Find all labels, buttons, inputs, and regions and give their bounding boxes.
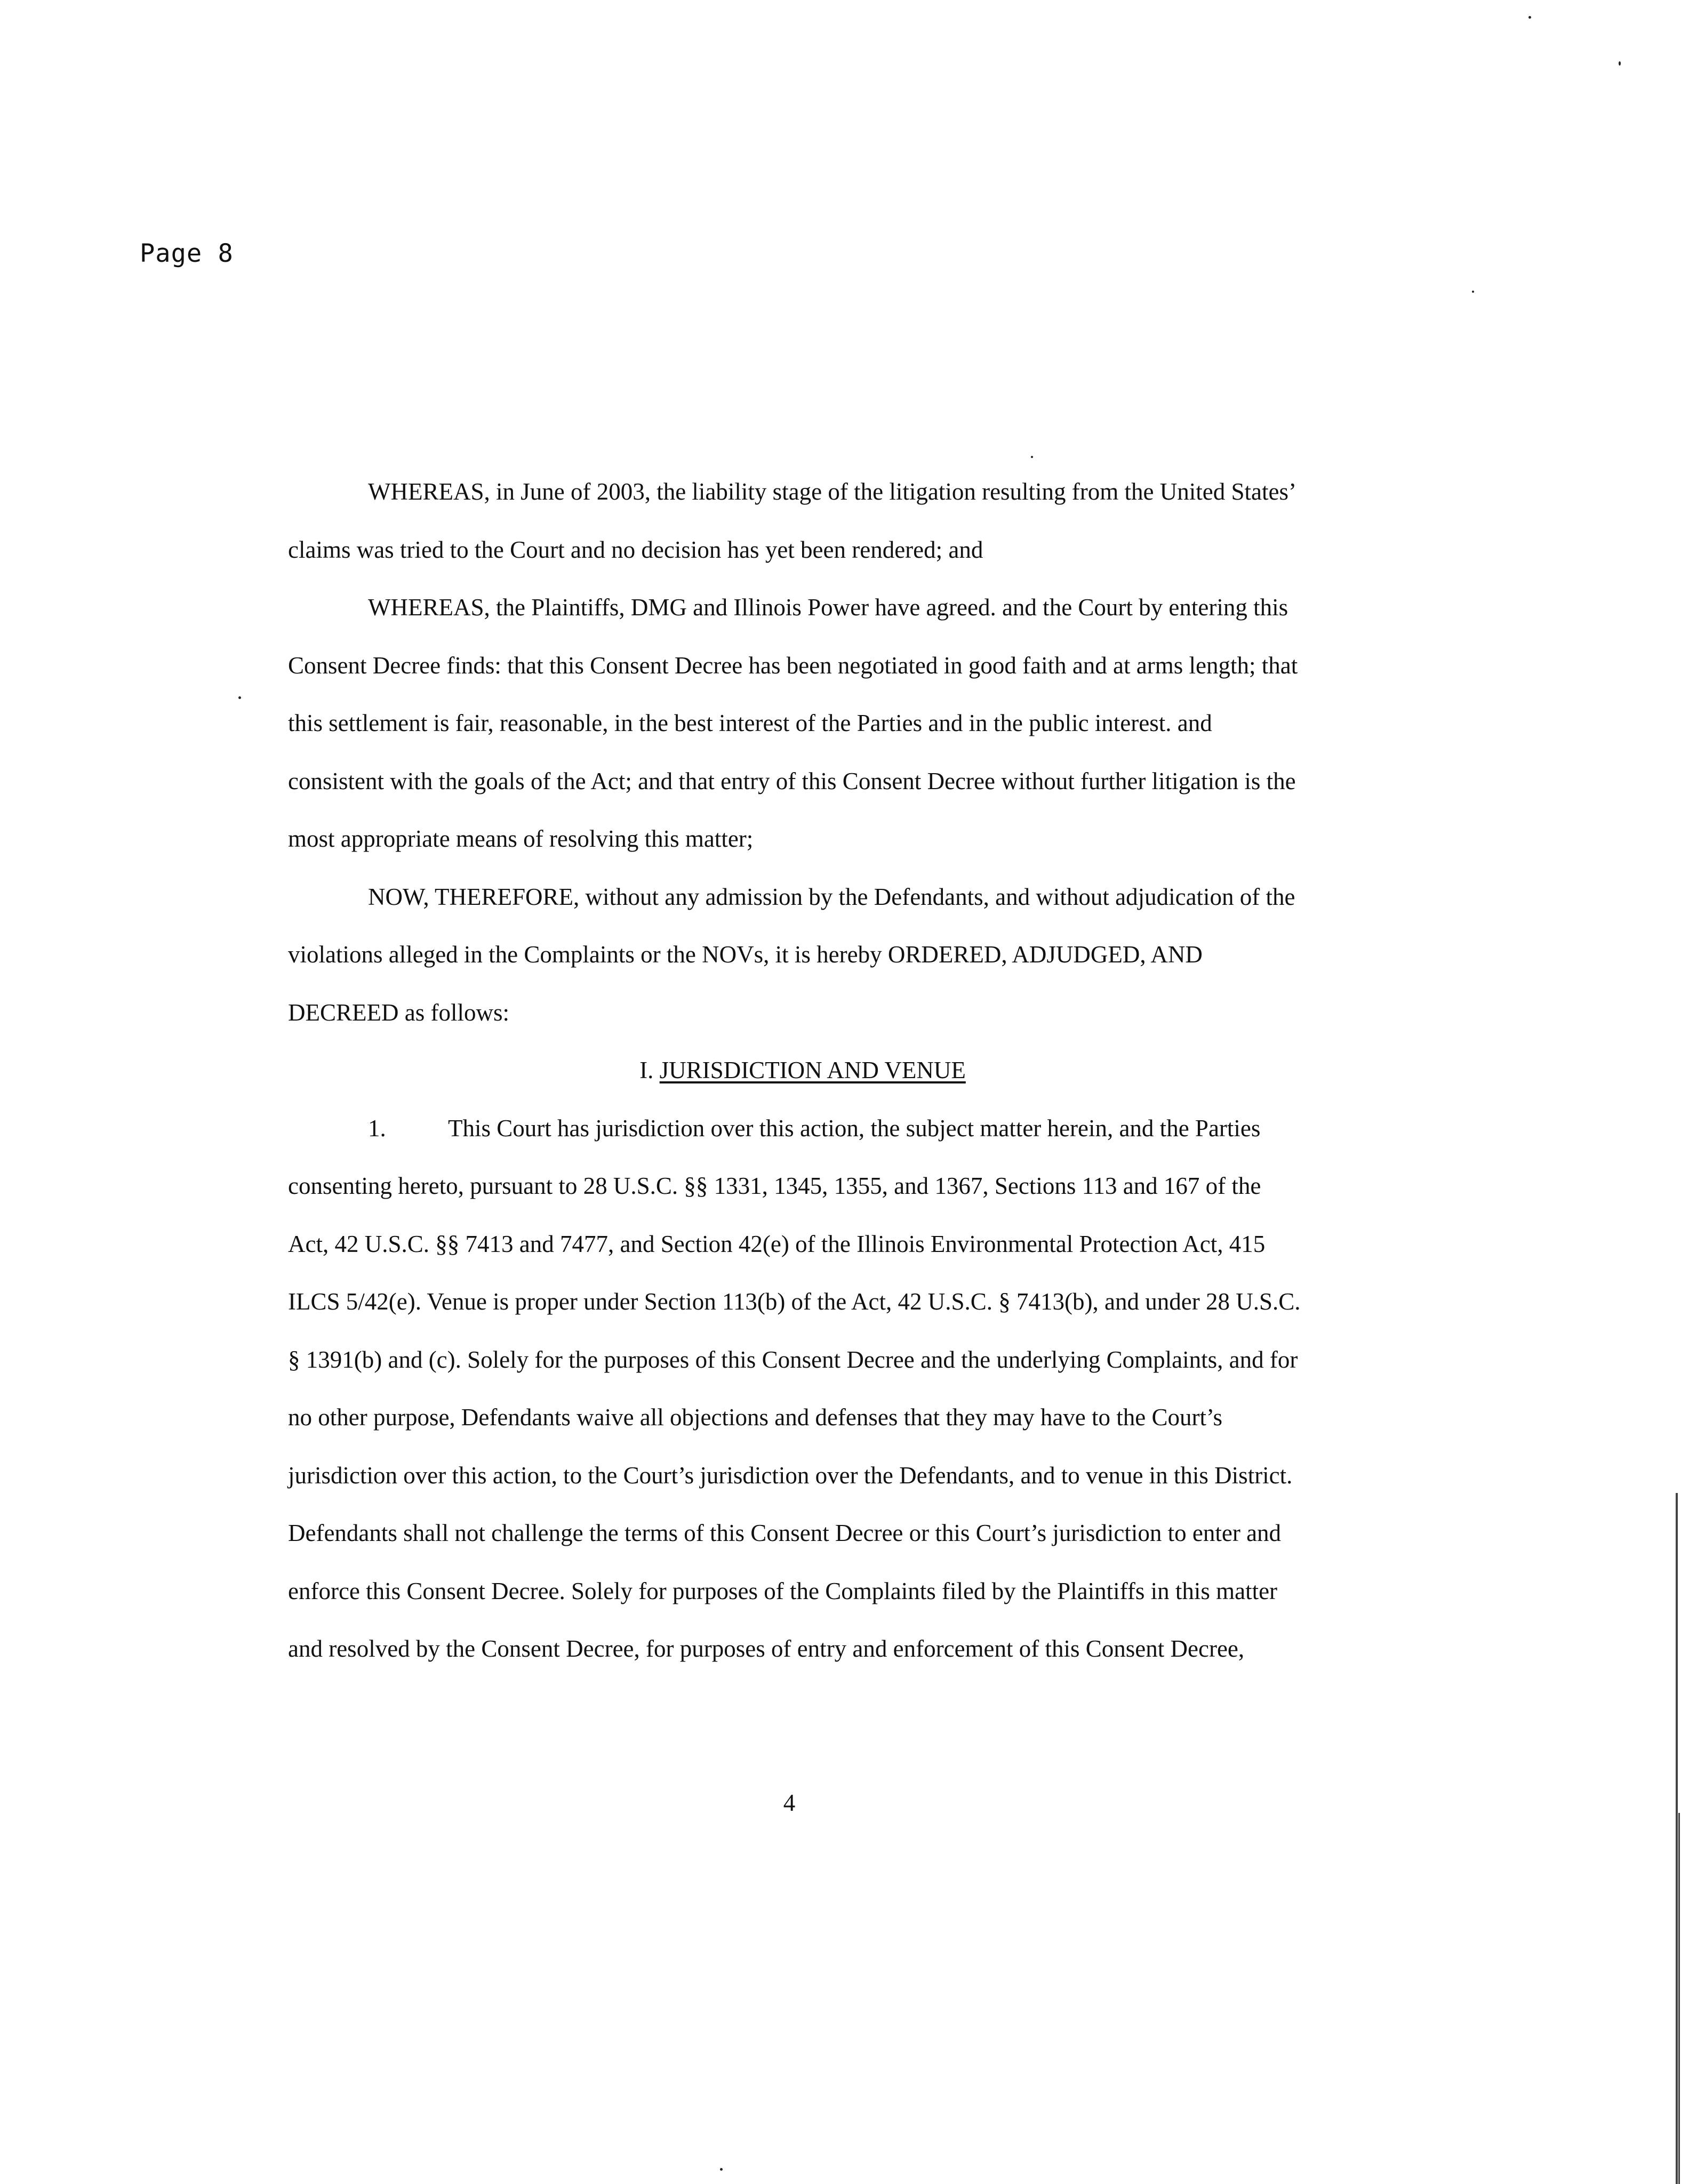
page-number: 4 xyxy=(783,1789,796,1816)
scan-speck xyxy=(1528,16,1531,19)
document-body xyxy=(288,463,1301,1678)
paragraph-1-text: This Court has jurisdiction over this action, the subject matter herein, and the Parties consenting hereto, pursuant to 28 U.S.C. §§ 1331, 1345, 1355, and 1367, Sections 113 and 167 of the Act, 42 U.S.C. §§ 7413 and 7477, and Section 42(e) of the Illinois Environmental Protection Act, 415 ILCS 5/42(e). Venue is proper under Section 113(b) of the Act, 42 U.S.C. § 7413(b), and under 28 U.S.C. § 1391(b) and (c). Solely for the purposes of this Consent Decree and the underlying Complaints, and for no other purpose, Defendants waive all objections and defenses that they may have to the Court’s jurisdiction over this action, to the Court’s jurisdiction over the Defendants, and to venue in this District. Defendants shall not challenge the terms of this Consent Decree or this Court’s jurisdiction to enter and enforce this Consent Decree. Solely for purposes of the Complaints filed by the Plaintiffs in this matter and resolved by the Consent Decree, for purposes of entry and enforcement of this Consent Decree, xyxy=(288,1114,1301,1662)
scan-edge-line xyxy=(1678,1813,1680,2184)
whereas-paragraph-1: WHEREAS, in June of 2003, the liability stage of the litigation resulting from the United States’ claims was tried to the Court and no decision has yet been rendered; and xyxy=(288,478,1295,563)
scan-speck xyxy=(1472,291,1474,293)
now-therefore-paragraph: NOW, THEREFORE, without any admission by the Defendants, and without adjudication of the violations alleged in the Complaints or the NOVs, it is hereby ORDERED, ADJUDGED, AND DECREED as follows: xyxy=(288,883,1295,1026)
scan-speck xyxy=(1619,61,1621,66)
paragraph-number: 1. xyxy=(368,1114,386,1142)
whereas-paragraph-2: WHEREAS, the Plaintiffs, DMG and Illinois Power have agreed. and the Court by entering this Consent Decree finds: that this Consent Decree has been negotiated in good faith and at arms length; that this settlement is fair, reasonable, in the best interest of the Parties and in the public interest. and consistent with the goals of the Act; and that entry of this Consent Decree without further litigation is the most appropriate means of resolving this matter; xyxy=(288,594,1298,852)
section-heading xyxy=(288,1041,1301,1099)
numbered-paragraph-1 xyxy=(288,1099,1301,1678)
scan-edge-line xyxy=(1676,1493,1678,2184)
section-number: I. xyxy=(639,1057,654,1083)
scan-speck xyxy=(238,696,241,699)
scan-speck xyxy=(1031,456,1033,458)
page-header-label: Page 8 xyxy=(140,239,234,268)
section-title: JURISDICTION AND VENUE xyxy=(659,1057,966,1083)
scan-speck xyxy=(720,2168,723,2171)
